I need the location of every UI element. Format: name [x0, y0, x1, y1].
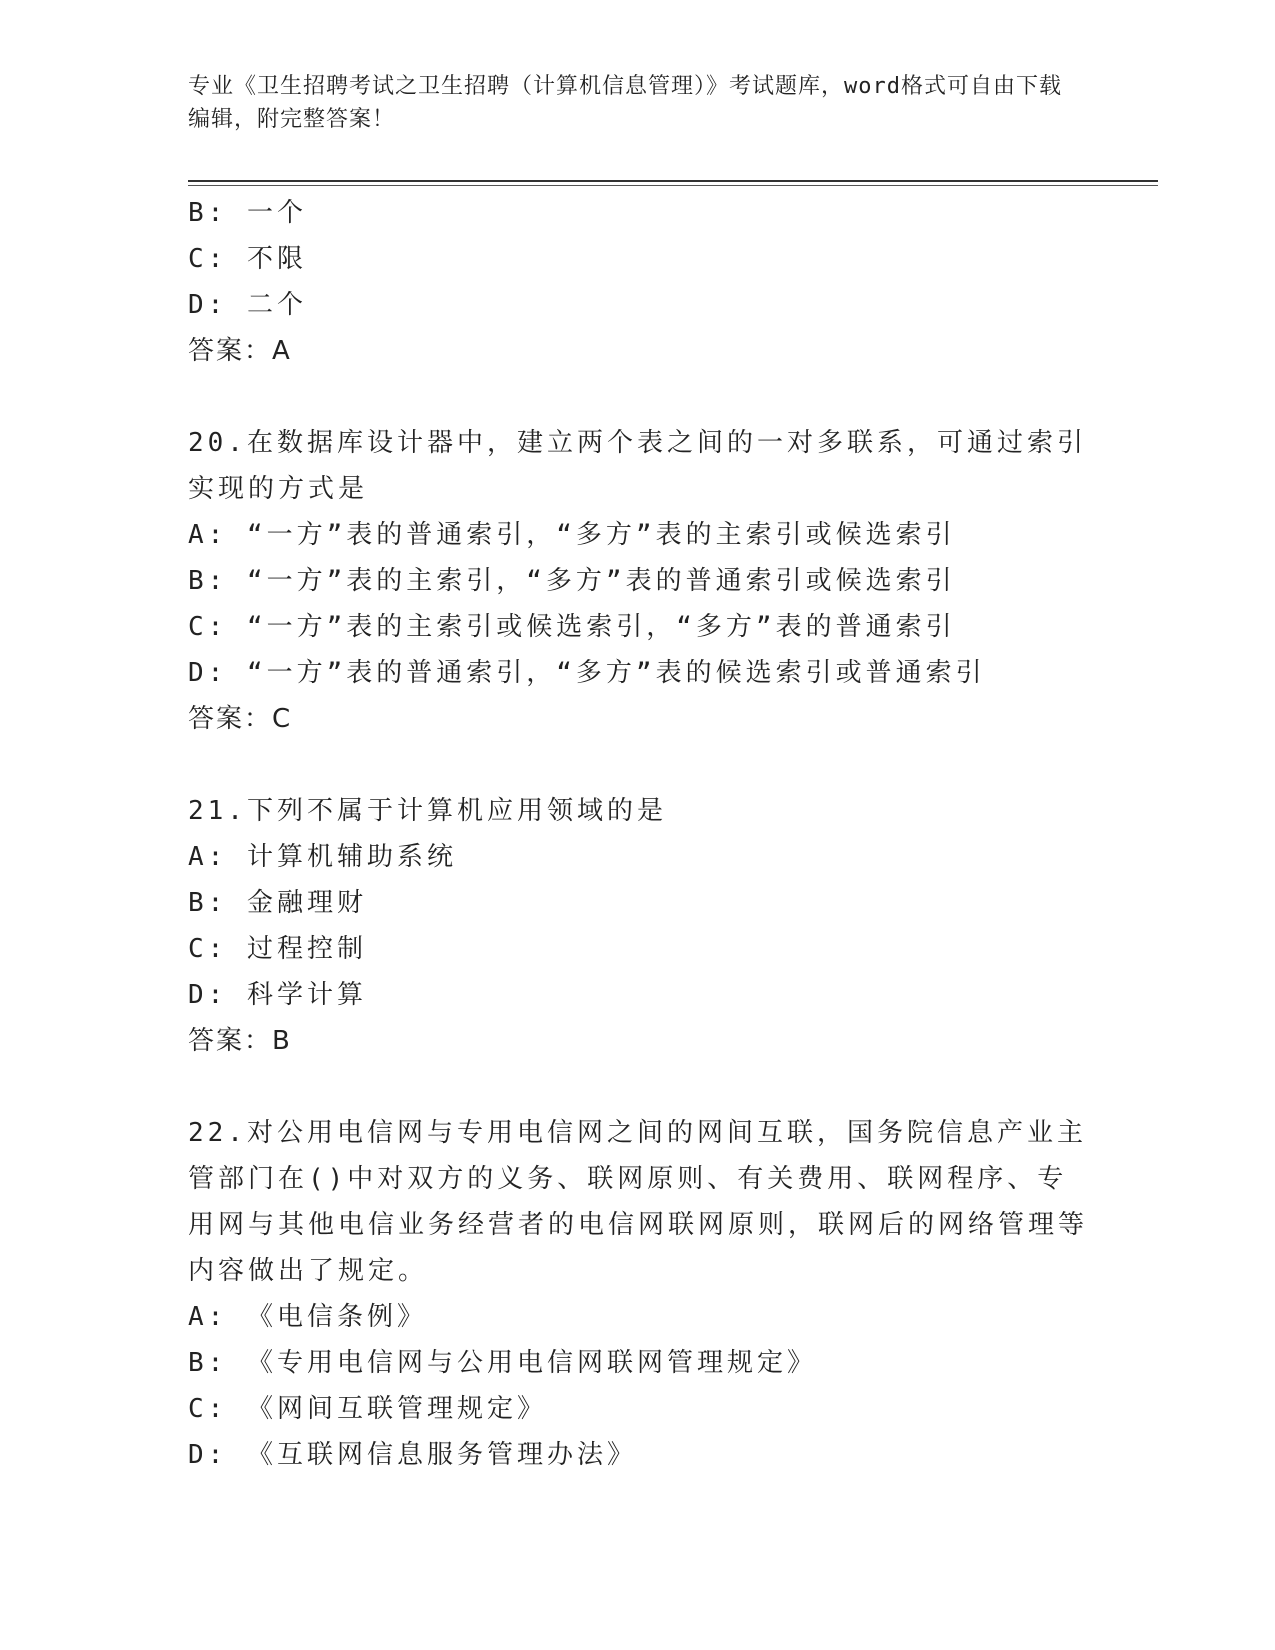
- option-key: B:: [188, 1348, 228, 1378]
- option-text: “一方”表的主索引或候选索引，“多方”表的普通索引: [246, 612, 956, 642]
- option-text: 《专用电信网与公用电信网联网管理规定》: [246, 1348, 817, 1378]
- option-key: D:: [188, 658, 228, 688]
- option-d: [188, 282, 1088, 328]
- question-fragment: [188, 190, 1088, 374]
- option-key: B:: [188, 198, 228, 228]
- option-text: 计算机辅助系统: [246, 842, 457, 872]
- option-key: C:: [188, 612, 228, 642]
- header-rule-thick: [188, 180, 1158, 182]
- question-stem: 22.对公用电信网与专用电信网之间的网间互联，国务院信息产业主管部门在()中对双方的义务、联网原则、有关费用、联网程序、专用网与其他电信业务经营者的电信网联网原则，联网后的网络管理等内容做出了规定。: [188, 1118, 1089, 1286]
- option-text: 科学计算: [246, 980, 367, 1010]
- option-text: 二个: [246, 290, 307, 320]
- option-text: 《网间互联管理规定》: [246, 1394, 547, 1424]
- option-key: C:: [188, 1394, 228, 1424]
- answer-line: 答案：B: [188, 1026, 292, 1056]
- option-text: 《电信条例》: [246, 1302, 427, 1332]
- question-21: [188, 788, 1088, 1064]
- option-b: [188, 190, 1088, 236]
- option-a: [188, 512, 1088, 558]
- answer-line: 答案：A: [188, 336, 292, 366]
- header-rule-thin: [188, 185, 1158, 186]
- option-key: C:: [188, 934, 228, 964]
- option-text: 不限: [246, 244, 307, 274]
- option-key: C:: [188, 244, 228, 274]
- question-22: [188, 1110, 1088, 1478]
- answer-line: 答案：C: [188, 704, 293, 734]
- option-key: D:: [188, 290, 228, 320]
- document-header: 专业《卫生招聘考试之卫生招聘（计算机信息管理）》考试题库，word格式可自由下载编辑，附完整答案！: [188, 74, 1062, 132]
- question-20: [188, 420, 1088, 742]
- option-d: [188, 650, 1088, 696]
- option-key: D:: [188, 1440, 228, 1470]
- option-text: “一方”表的主索引，“多方”表的普通索引或候选索引: [246, 566, 956, 596]
- option-text: 《互联网信息服务管理办法》: [246, 1440, 637, 1470]
- option-b: [188, 558, 1088, 604]
- option-d: [188, 972, 1088, 1018]
- option-key: A:: [188, 842, 228, 872]
- option-d: [188, 1432, 1088, 1478]
- option-b: [188, 880, 1088, 926]
- option-key: B:: [188, 566, 228, 596]
- option-text: 过程控制: [246, 934, 367, 964]
- option-b: [188, 1340, 1088, 1386]
- question-stem: 20.在数据库设计器中，建立两个表之间的一对多联系，可通过索引实现的方式是: [188, 428, 1087, 504]
- option-text: 一个: [246, 198, 307, 228]
- option-c: [188, 926, 1088, 972]
- option-text: “一方”表的普通索引，“多方”表的主索引或候选索引: [246, 520, 956, 550]
- option-text: 金融理财: [246, 888, 367, 918]
- option-c: [188, 236, 1088, 282]
- option-a: [188, 834, 1088, 880]
- option-c: [188, 604, 1088, 650]
- option-text: “一方”表的普通索引，“多方”表的候选索引或普通索引: [246, 658, 986, 688]
- option-key: A:: [188, 1302, 228, 1332]
- question-stem: 21.下列不属于计算机应用领域的是: [188, 796, 667, 826]
- option-c: [188, 1386, 1088, 1432]
- option-key: B:: [188, 888, 228, 918]
- question-content: [188, 190, 1088, 1478]
- option-key: D:: [188, 980, 228, 1010]
- option-key: A:: [188, 520, 228, 550]
- option-a: [188, 1294, 1088, 1340]
